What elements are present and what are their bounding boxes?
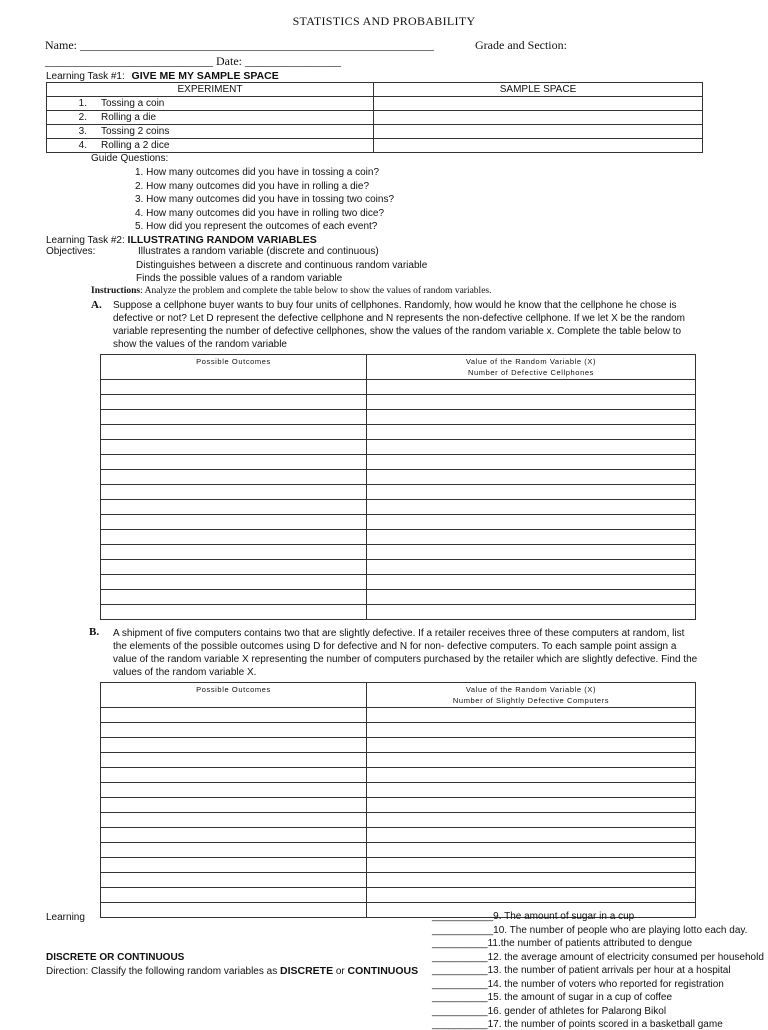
answer-row — [101, 843, 696, 858]
outcome-cell[interactable] — [101, 545, 367, 560]
task2-heading — [46, 234, 317, 246]
answer-row — [101, 590, 696, 605]
outcome-cell[interactable] — [101, 828, 367, 843]
experiment-cell: Tossing a coin — [101, 97, 165, 109]
direction-text: Direction: Classify the following random variables as — [46, 966, 280, 977]
part-b-letter: B. — [89, 626, 100, 638]
grade-section-label: Grade and Section: — [475, 38, 567, 52]
value-cell[interactable] — [367, 605, 696, 620]
value-cell[interactable] — [367, 455, 696, 470]
part-a-problem: Suppose a cellphone buyer wants to buy four units of cellphones. Randomly, how would he know that the cellphone he chose is defective or not? Let D represent the defective cellphone and N represents the non-defective cellphone. If we let X be the random variable representing the number of defective cellphones, show the values of the random variable x. Complete the table below to show the values of the random variable — [113, 300, 686, 350]
objective-item: Illustrates a random variable (discrete and continuous) — [138, 246, 379, 257]
row-number: 1. — [78, 97, 87, 109]
value-cell[interactable] — [367, 395, 696, 410]
part-a-table — [100, 354, 696, 620]
answer-row — [101, 545, 696, 560]
instructions-label: Instructions — [91, 286, 141, 296]
answer-row — [101, 515, 696, 530]
experiment-cell: Tossing 2 coins — [101, 125, 170, 137]
table-row — [47, 97, 703, 111]
answer-row — [101, 828, 696, 843]
objectives-label: Objectives: — [46, 246, 96, 257]
answer-row — [101, 425, 696, 440]
outcome-cell[interactable] — [101, 858, 367, 873]
value-cell[interactable] — [367, 380, 696, 395]
experiment-header: EXPERIMENT — [47, 83, 374, 97]
random-variable-header — [367, 355, 696, 380]
outcome-cell[interactable] — [101, 440, 367, 455]
outcome-cell[interactable] — [101, 768, 367, 783]
sample-space-cell[interactable] — [374, 125, 703, 139]
answer-row — [101, 873, 696, 888]
table-row — [47, 139, 703, 153]
instructions-text: : Analyze the problem and complete the table below to show the values of random variables. — [140, 286, 492, 296]
task2-label: Learning Task #2: — [46, 235, 125, 246]
value-cell[interactable] — [367, 515, 696, 530]
answer-row — [101, 560, 696, 575]
outcome-cell[interactable] — [101, 813, 367, 828]
answer-row — [101, 723, 696, 738]
value-cell[interactable] — [367, 843, 696, 858]
value-cell[interactable] — [367, 873, 696, 888]
instructions — [91, 286, 492, 296]
answer-row — [101, 410, 696, 425]
outcome-cell[interactable] — [101, 425, 367, 440]
outcome-cell[interactable] — [101, 873, 367, 888]
sample-space-table — [46, 82, 703, 153]
outcome-cell[interactable] — [101, 753, 367, 768]
answer-row — [101, 888, 696, 903]
answer-row — [101, 530, 696, 545]
value-cell[interactable] — [367, 753, 696, 768]
answer-row — [101, 605, 696, 620]
outcome-cell[interactable] — [101, 575, 367, 590]
answer-row — [101, 395, 696, 410]
value-cell[interactable] — [367, 485, 696, 500]
outcome-cell[interactable] — [101, 708, 367, 723]
value-cell[interactable] — [367, 738, 696, 753]
answer-row — [101, 485, 696, 500]
value-cell[interactable] — [367, 470, 696, 485]
outcome-cell[interactable] — [101, 903, 367, 918]
outcome-cell[interactable] — [101, 798, 367, 813]
answer-row — [101, 440, 696, 455]
classify-item[interactable]: __________13. the number of patient arrivals per hour at a hospital — [432, 965, 731, 976]
row-number: 4. — [78, 139, 87, 151]
guide-question: 5. How did you represent the outcomes of each event? — [135, 221, 378, 232]
value-cell[interactable] — [367, 723, 696, 738]
outcome-cell[interactable] — [101, 738, 367, 753]
outcome-cell[interactable] — [101, 380, 367, 395]
guide-question: 3. How many outcomes did you have in tossing two coins? — [135, 194, 395, 205]
random-variable-header-line2: Number of Slightly Defective Computers — [452, 696, 610, 705]
experiment-cell: Rolling a 2 dice — [101, 139, 170, 151]
value-cell[interactable] — [367, 798, 696, 813]
random-variable-header-line1: Value of the Random Variable (X) — [465, 685, 597, 694]
classify-item[interactable]: ___________10. The number of people who are playing lotto each day. — [432, 925, 748, 936]
table-row — [47, 111, 703, 125]
outcome-cell[interactable] — [101, 470, 367, 485]
outcome-cell[interactable] — [101, 485, 367, 500]
value-cell[interactable] — [367, 768, 696, 783]
possible-outcomes-header: Possible Outcomes — [101, 355, 367, 380]
answer-row — [101, 858, 696, 873]
outcome-cell[interactable] — [101, 605, 367, 620]
part-a-letter: A. — [91, 299, 102, 311]
objective-item: Finds the possible values of a random variable — [136, 273, 343, 284]
answer-row — [101, 380, 696, 395]
outcome-cell[interactable] — [101, 783, 367, 798]
value-cell[interactable] — [367, 590, 696, 605]
task3-learning-label: Learning — [46, 912, 85, 923]
answer-row — [101, 813, 696, 828]
continuous-word: CONTINUOUS — [347, 965, 419, 977]
value-cell[interactable] — [367, 530, 696, 545]
value-cell[interactable] — [367, 545, 696, 560]
value-cell[interactable] — [367, 440, 696, 455]
value-cell[interactable] — [367, 858, 696, 873]
answer-row — [101, 455, 696, 470]
answer-row — [101, 783, 696, 798]
outcome-cell[interactable] — [101, 515, 367, 530]
outcome-cell[interactable] — [101, 530, 367, 545]
random-variable-header-line2: Number of Defective Cellphones — [468, 368, 594, 377]
answer-row — [101, 798, 696, 813]
value-cell[interactable] — [367, 828, 696, 843]
answer-row — [101, 470, 696, 485]
value-cell[interactable] — [367, 425, 696, 440]
task2-title: ILLUSTRATING RANDOM VARIABLES — [127, 234, 317, 246]
outcome-cell[interactable] — [101, 395, 367, 410]
outcome-cell[interactable] — [101, 500, 367, 515]
task1-label: Learning Task #1: — [46, 71, 125, 82]
sample-space-cell[interactable] — [374, 139, 703, 153]
outcome-cell[interactable] — [101, 590, 367, 605]
task1-heading — [46, 70, 279, 82]
value-cell[interactable] — [367, 575, 696, 590]
outcome-cell[interactable] — [101, 560, 367, 575]
objective-item: Distinguishes between a discrete and continuous random variable — [136, 260, 428, 271]
task3-title: DISCRETE OR CONTINUOUS — [46, 952, 185, 963]
sample-space-cell[interactable] — [374, 111, 703, 125]
value-cell[interactable] — [367, 813, 696, 828]
outcome-cell[interactable] — [101, 723, 367, 738]
classify-item[interactable]: __________14. the number of voters who reported for registration — [432, 979, 724, 990]
page-title: STATISTICS AND PROBABILITY — [292, 14, 476, 28]
answer-row — [101, 575, 696, 590]
guide-question: 2. How many outcomes did you have in rolling a die? — [135, 181, 370, 192]
discrete-word: DISCRETE — [280, 965, 334, 977]
part-b-table — [100, 682, 696, 918]
value-cell[interactable] — [367, 783, 696, 798]
name-field[interactable]: Name: ___________________________________________________________ — [45, 38, 434, 52]
guide-questions-label: Guide Questions: — [91, 153, 169, 164]
date-field[interactable]: ____________________________ Date: ________________ — [45, 54, 341, 68]
answer-row — [101, 500, 696, 515]
outcome-cell[interactable] — [101, 455, 367, 470]
sample-space-cell[interactable] — [374, 97, 703, 111]
possible-outcomes-header: Possible Outcomes — [101, 683, 367, 708]
answer-row — [101, 738, 696, 753]
value-cell[interactable] — [367, 560, 696, 575]
outcome-cell[interactable] — [101, 888, 367, 903]
task1-title: GIVE ME MY SAMPLE SPACE — [131, 70, 279, 82]
answer-row — [101, 753, 696, 768]
value-cell[interactable] — [367, 708, 696, 723]
guide-question: 1. How many outcomes did you have in tossing a coin? — [135, 167, 380, 178]
answer-row — [101, 768, 696, 783]
value-cell[interactable] — [367, 410, 696, 425]
classify-item[interactable]: __________17. the number of points scored in a basketball game — [432, 1019, 723, 1030]
row-number: 2. — [78, 111, 87, 123]
classify-item[interactable]: ___________9. The amount of sugar in a cup — [432, 911, 635, 922]
task3-direction — [46, 965, 418, 977]
outcome-cell[interactable] — [101, 843, 367, 858]
random-variable-header — [367, 683, 696, 708]
row-number: 3. — [78, 125, 87, 137]
classify-item[interactable]: __________15. the amount of sugar in a cup of coffee — [432, 992, 672, 1003]
outcome-cell[interactable] — [101, 410, 367, 425]
table-row — [47, 125, 703, 139]
random-variable-header-line1: Value of the Random Variable (X) — [465, 357, 597, 366]
guide-question: 4. How many outcomes did you have in rolling two dice? — [135, 208, 385, 219]
classify-item[interactable]: __________11.the number of patients attributed to dengue — [432, 938, 693, 949]
answer-row — [101, 708, 696, 723]
value-cell[interactable] — [367, 888, 696, 903]
classify-item[interactable]: __________12. the average amount of electricity consumed per household — [432, 952, 764, 963]
part-b-problem: A shipment of five computers contains two that are slightly defective. If a retailer receives three of these computers at random, list the elements of the possible outcomes using D for defective and N for non- defective computers. To each sample point assign a value of the random variable X representing the number of computers purchased by the retailer which are slightly defective. Find the values of the random variable X. — [113, 628, 698, 678]
experiment-cell: Rolling a die — [101, 111, 157, 123]
classify-item[interactable]: __________16. gender of athletes for Palarong Bikol — [432, 1006, 667, 1017]
value-cell[interactable] — [367, 500, 696, 515]
or-word: or — [333, 966, 348, 977]
sample-space-header: SAMPLE SPACE — [374, 83, 703, 97]
